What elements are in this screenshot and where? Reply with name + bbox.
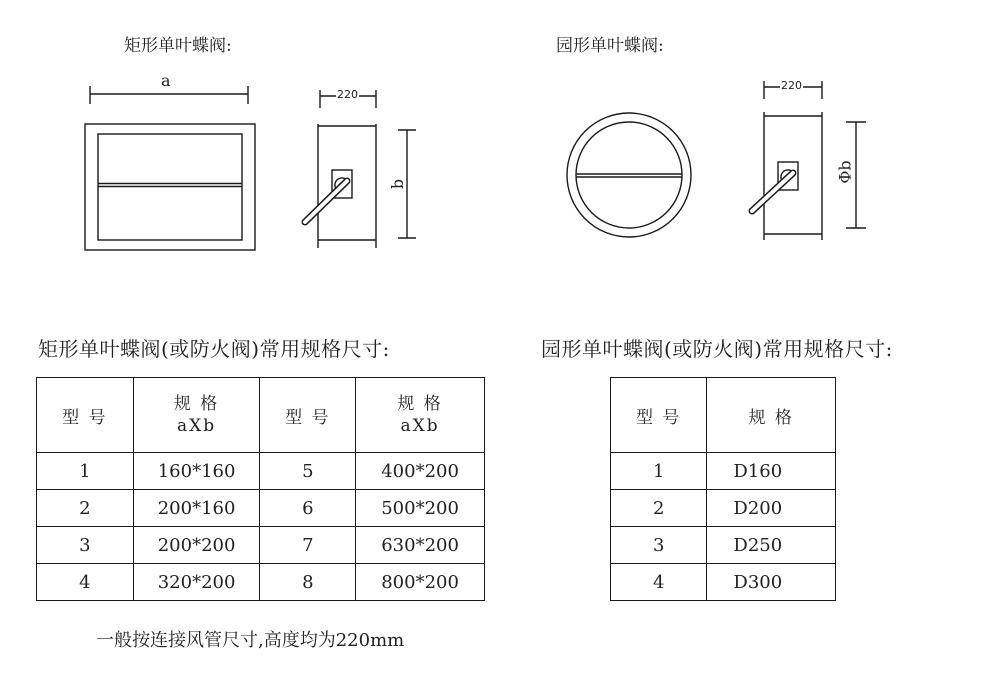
cell-spec: 320*200 <box>133 564 260 601</box>
table-header-row <box>611 378 836 453</box>
round-inner-ring <box>576 122 682 228</box>
cell-model: 6 <box>260 490 356 527</box>
rect-depth-label: 220 <box>337 88 358 101</box>
table-row <box>37 490 485 527</box>
cell-model: 3 <box>37 527 134 564</box>
table-row <box>611 527 836 564</box>
round-valve-front-view <box>567 113 691 237</box>
header-spec-2-line1: 规 格 <box>397 394 443 414</box>
rect-valve-front-view <box>85 86 255 250</box>
rect-valve-title: 矩形单叶蝶阀: <box>124 36 232 56</box>
cell-spec: D250 <box>707 527 836 564</box>
header-spec-line2: aXb <box>177 416 217 436</box>
cell-spec: 500*200 <box>356 490 485 527</box>
header-spec-2-line2: aXb <box>400 416 440 436</box>
round-outer-ring <box>567 113 691 237</box>
round-valve-title: 园形单叶蝶阀: <box>556 36 664 56</box>
table-row <box>37 527 485 564</box>
round-depth-label: 220 <box>781 79 802 92</box>
table-row <box>37 453 485 490</box>
round-table-title: 园形单叶蝶阀(或防火阀)常用规格尺寸: <box>541 337 893 361</box>
header-model: 型 号 <box>37 378 134 453</box>
cell-spec: D160 <box>707 453 836 490</box>
cell-spec: 200*160 <box>133 490 260 527</box>
rect-spec-table <box>36 377 485 601</box>
round-diameter-label: Φb <box>835 160 855 184</box>
rect-height-label: b <box>388 178 408 190</box>
cell-spec: D300 <box>707 564 836 601</box>
table-row <box>37 564 485 601</box>
table-row <box>611 453 836 490</box>
cell-model: 4 <box>37 564 134 601</box>
cell-model: 1 <box>611 453 707 490</box>
table-header-row <box>37 378 485 453</box>
table-row <box>611 564 836 601</box>
cell-model: 7 <box>260 527 356 564</box>
footer-note: 一般按连接风管尺寸,高度均为220mm <box>96 630 405 651</box>
cell-model: 5 <box>260 453 356 490</box>
valve-drawings <box>0 0 1000 310</box>
rect-width-label: a <box>161 71 171 90</box>
header-model: 型 号 <box>611 378 707 453</box>
cell-spec: 200*200 <box>133 527 260 564</box>
rect-valve-side-view <box>305 90 416 248</box>
rect-table-title: 矩形单叶蝶阀(或防火阀)常用规格尺寸: <box>38 337 390 361</box>
cell-spec: 630*200 <box>356 527 485 564</box>
header-spec <box>133 378 260 453</box>
cell-spec: 400*200 <box>356 453 485 490</box>
cell-model: 8 <box>260 564 356 601</box>
header-spec-2 <box>356 378 485 453</box>
cell-spec: 160*160 <box>133 453 260 490</box>
cell-spec: 800*200 <box>356 564 485 601</box>
cell-model: 2 <box>611 490 707 527</box>
rect-handle-fill <box>305 181 347 222</box>
header-model-2: 型 号 <box>260 378 356 453</box>
round-spec-table <box>610 377 836 601</box>
cell-spec: D200 <box>707 490 836 527</box>
header-spec-line1: 规 格 <box>173 394 220 414</box>
cell-model: 2 <box>37 490 134 527</box>
cell-model: 3 <box>611 527 707 564</box>
table-row <box>611 490 836 527</box>
header-spec: 规 格 <box>707 378 836 453</box>
cell-model: 4 <box>611 564 707 601</box>
cell-model: 1 <box>37 453 134 490</box>
round-handle-fill <box>752 173 793 211</box>
